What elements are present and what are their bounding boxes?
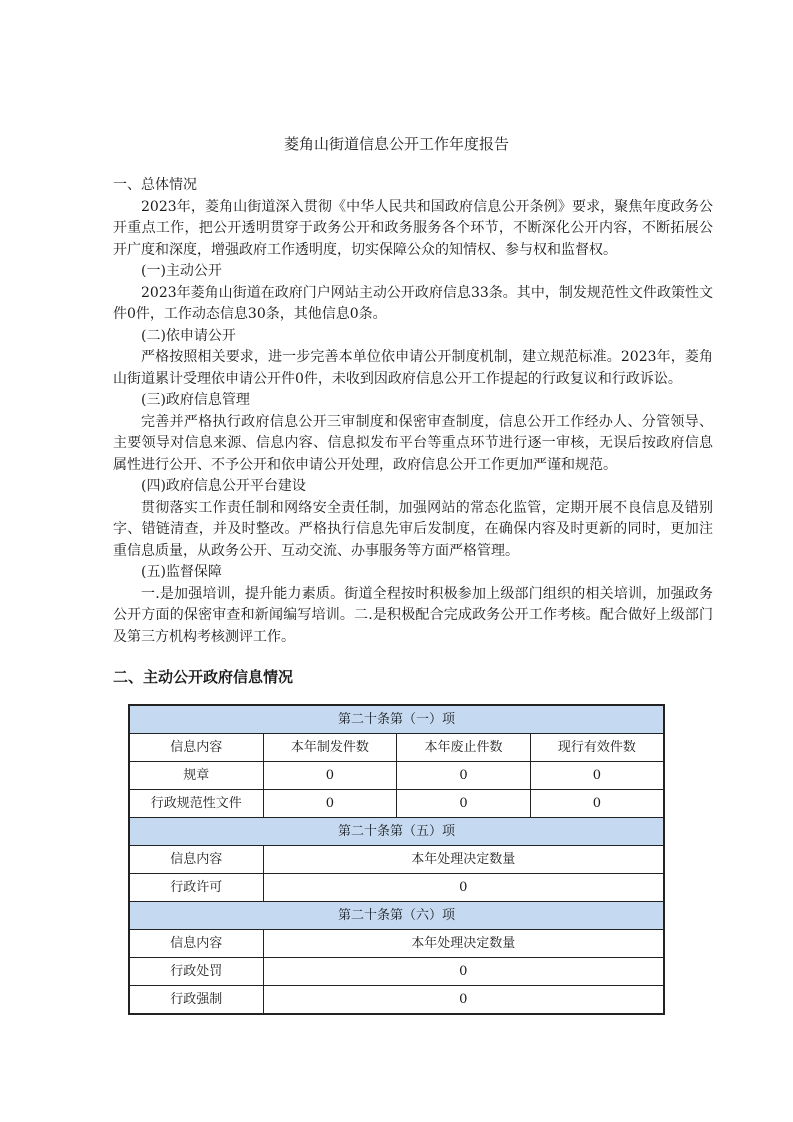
table-container — [128, 704, 665, 1015]
table-band: 第二十条第（五）项 — [129, 818, 664, 846]
table-row — [129, 874, 664, 902]
column-header: 现行有效件数 — [530, 734, 664, 762]
table-row — [129, 790, 664, 818]
section-heading: 二、主动公开政府信息情况 — [113, 668, 294, 686]
table-band: 第二十条第（六）项 — [129, 902, 664, 930]
table-band-row — [129, 902, 664, 930]
column-header: 信息内容 — [129, 930, 263, 958]
paragraph: 完善并严格执行政府信息公开三审制度和保密审查制度，信息公开工作经办人、分管领导、主要领导对信息来源、信息内容、信息拟发布平台等重点环节进行逐一审核，无误后按政府信息属性进行公开、不予公开和依申请公开处理，政府信息公开工作更加严谨和规范。 — [113, 413, 713, 473]
table-header-row — [129, 846, 664, 874]
paragraph: 2023年，菱角山街道深入贯彻《中华人民共和国政府信息公开条例》要求，聚焦年度政务公开重点工作，把公开透明贯穿于政务公开和政务服务各个环节，不断深化公开内容，不断拓展公开广度和深度，增强政府工作透明度，切实保障公众的知情权、参与权和监督权。 — [113, 198, 713, 258]
table-cell: 规章 — [129, 762, 263, 790]
table-cell: 0 — [530, 790, 664, 818]
subsection-heading: (一)主动公开 — [141, 263, 222, 279]
subsection-heading: (五)监督保障 — [141, 564, 222, 580]
table-cell: 行政规范性文件 — [129, 790, 263, 818]
column-header: 本年制发件数 — [263, 734, 397, 762]
section-overview — [113, 175, 713, 648]
subsection-heading: (三)政府信息管理 — [141, 392, 250, 408]
table-cell: 0 — [263, 762, 397, 790]
table-cell: 0 — [530, 762, 664, 790]
table-band-row — [129, 818, 664, 846]
column-header: 信息内容 — [129, 734, 263, 762]
section-heading: 一、总体情况 — [113, 177, 197, 193]
table-header-row — [129, 734, 664, 762]
table-cell: 0 — [263, 958, 664, 986]
table-cell: 行政许可 — [129, 874, 263, 902]
table-cell: 0 — [263, 874, 664, 902]
table-band: 第二十条第（一）项 — [129, 705, 664, 734]
column-header: 信息内容 — [129, 846, 263, 874]
table-header-row — [129, 930, 664, 958]
column-header: 本年处理决定数量 — [263, 846, 664, 874]
subsection-heading: (四)政府信息公开平台建设 — [141, 478, 306, 494]
table-cell: 0 — [397, 762, 531, 790]
column-header: 本年处理决定数量 — [263, 930, 664, 958]
document-title: 菱角山街道信息公开工作年度报告 — [283, 135, 509, 153]
info-table — [128, 704, 665, 1015]
paragraph: 严格按照相关要求，进一步完善本单位依申请公开制度机制，建立规范标准。2023年，菱角山街道累计受理依申请公开件0件，未收到因政府信息公开工作提起的行政复议和行政诉讼。 — [113, 349, 713, 387]
table-cell: 0 — [263, 790, 397, 818]
column-header: 本年废止件数 — [397, 734, 531, 762]
table-cell: 行政处罚 — [129, 958, 263, 986]
subsection-heading: (二)依申请公开 — [141, 327, 236, 344]
paragraph: 2023年菱角山街道在政府门户网站主动公开政府信息33条。其中，制发规范性文件政策性文件0件，工作动态信息30条，其他信息0条。 — [113, 284, 713, 322]
table-cell: 0 — [397, 790, 531, 818]
paragraph: 贯彻落实工作责任制和网络安全责任制，加强网站的常态化监管，定期开展不良信息及错别字、错链清查，并及时整改。严格执行信息先审后发制度，在确保内容及时更新的同时，更加注重信息质量，从政务公开、互动交流、办事服务等方面严格管理。 — [113, 499, 713, 559]
paragraph: 一.是加强培训，提升能力素质。街道全程按时积极参加上级部门组织的相关培训，加强政务公开方面的保密审查和新闻编写培训。二.是积极配合完成政务公开工作考核。配合做好上级部门及第三方机构考核测评工作。 — [113, 585, 713, 645]
table-row — [129, 958, 664, 986]
table-band-row — [129, 705, 664, 734]
table-cell: 0 — [263, 986, 664, 1015]
table-row — [129, 762, 664, 790]
table-row — [129, 986, 664, 1015]
table-cell: 行政强制 — [129, 986, 263, 1015]
